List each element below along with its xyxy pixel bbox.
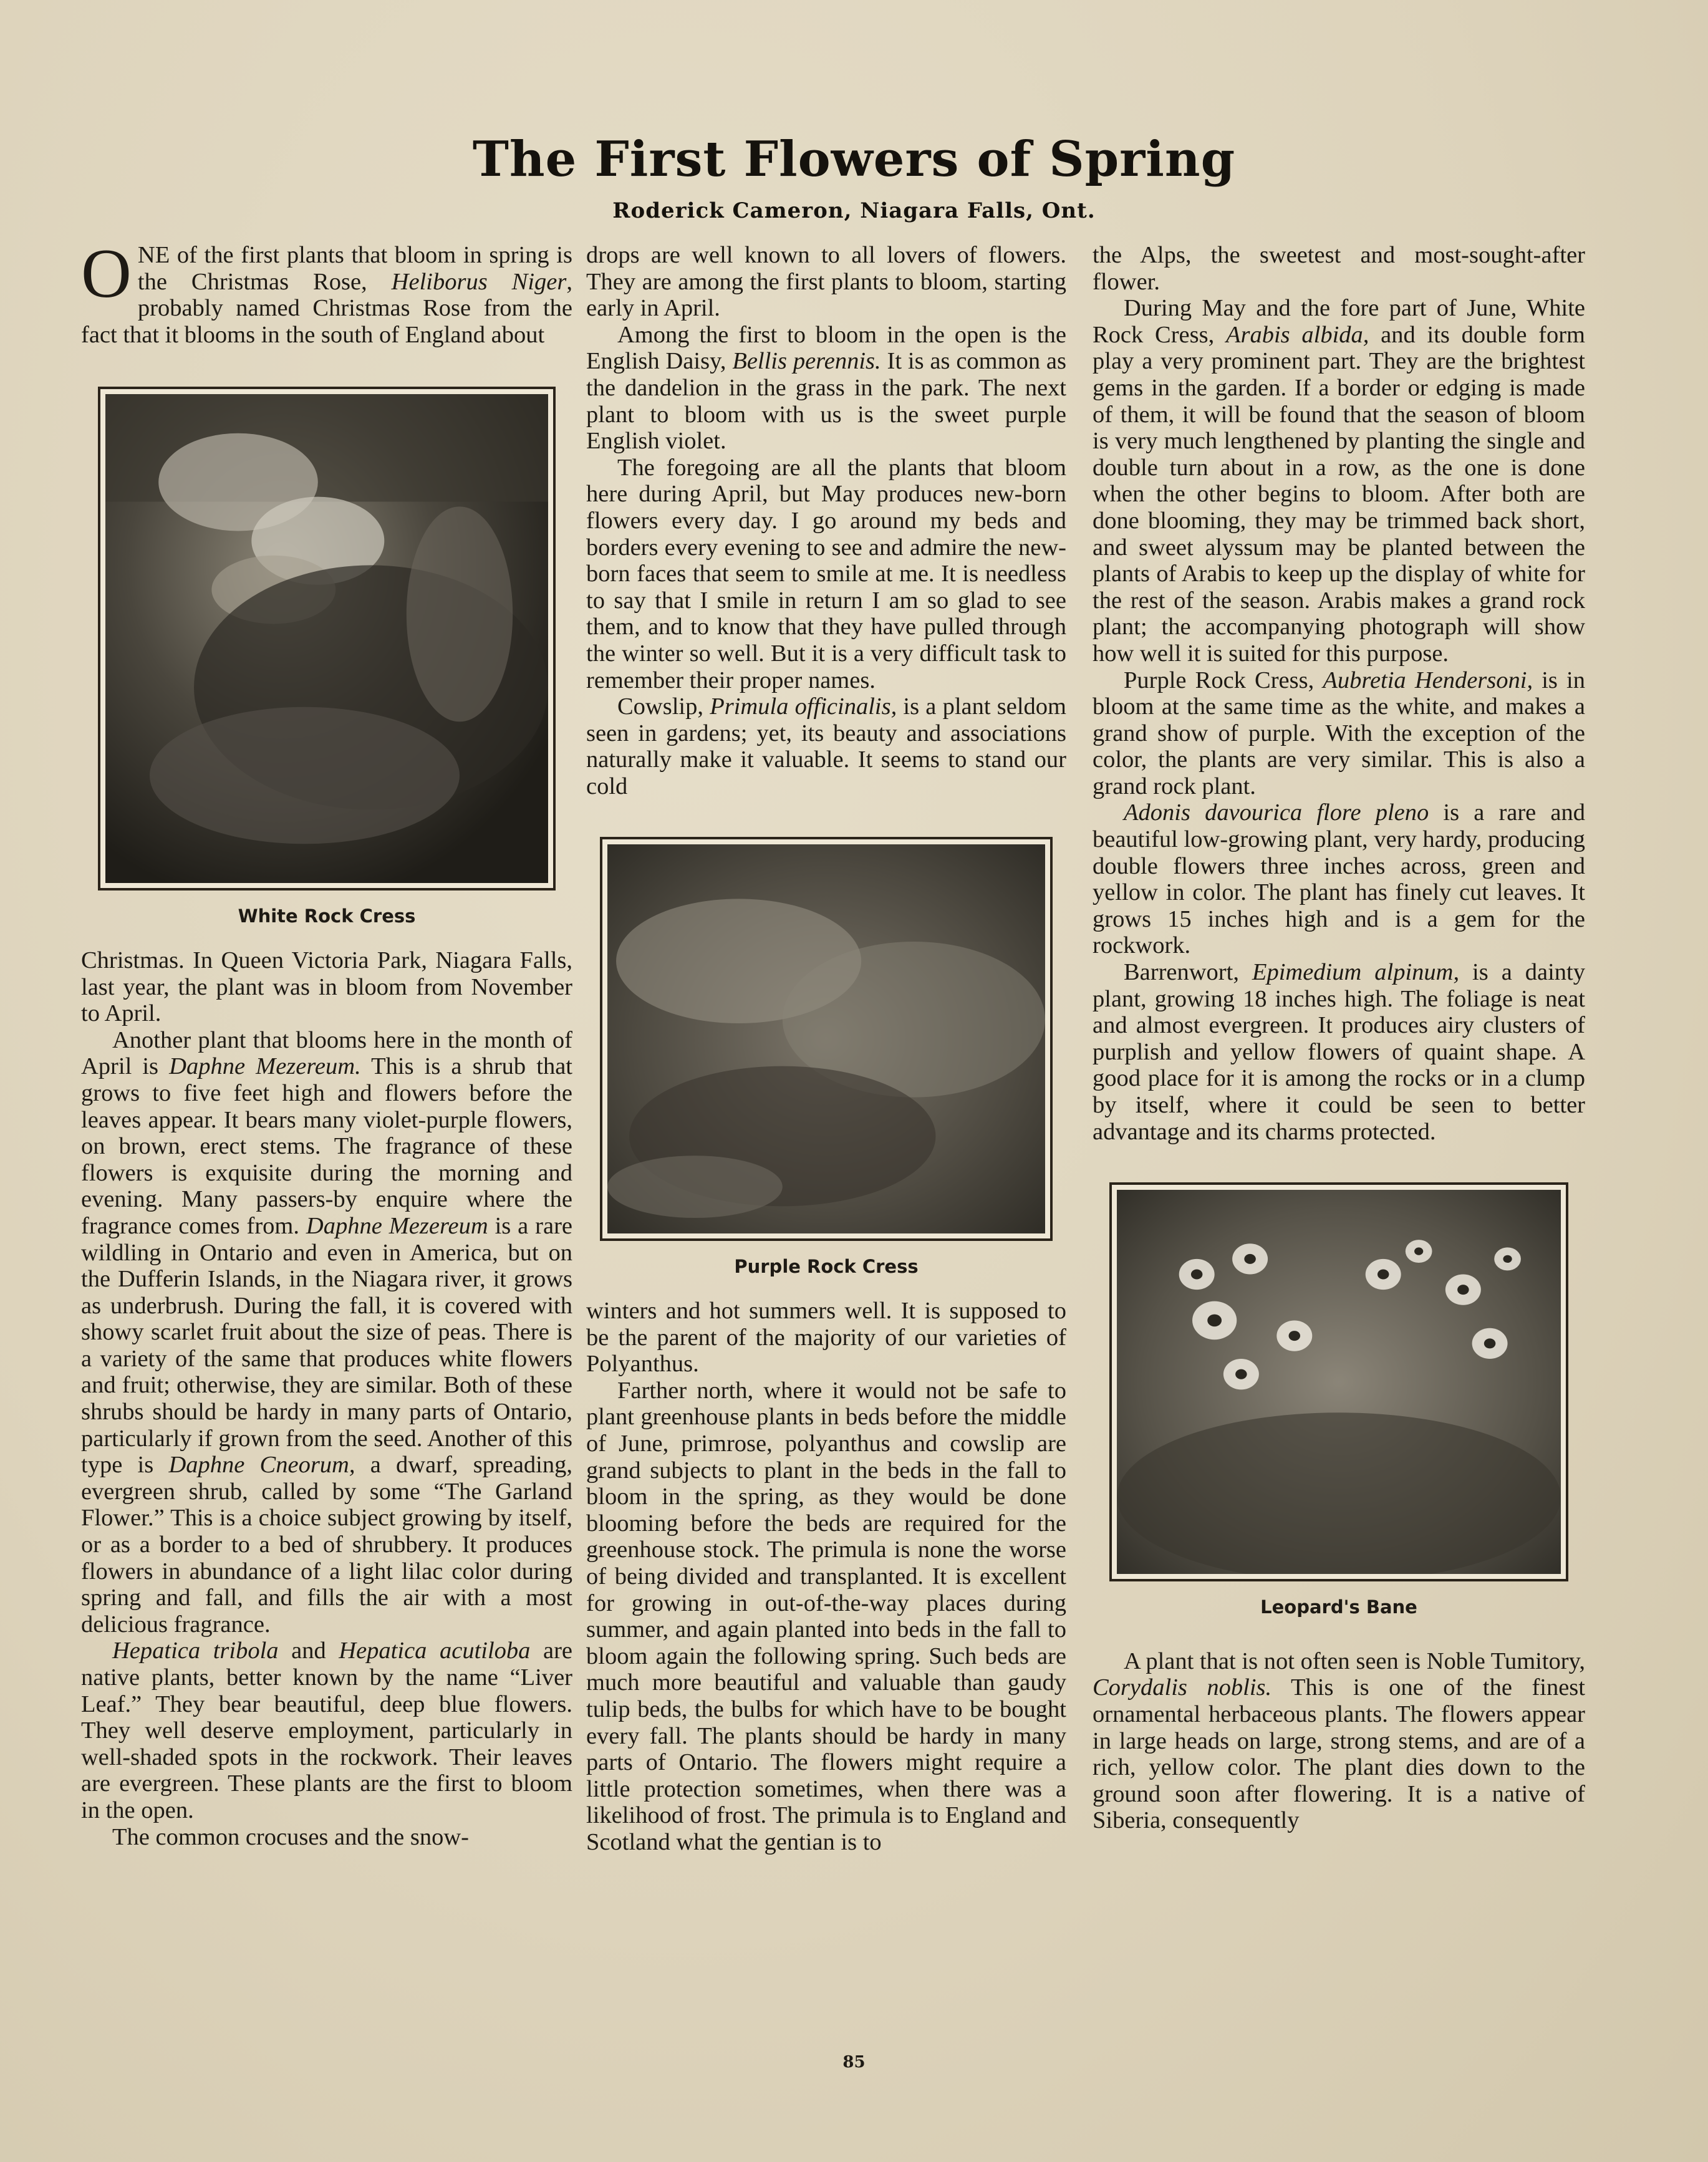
- paragraph: Adonis davourica flore pleno is a rare and beautiful low-growing plant, very hardy, producing double flowers three inches across, green and yellow in color. The plant has finely cut leaves. It grows 15 inches high and is a gem for the rockwork.: [1093, 799, 1585, 959]
- paragraph: Barrenwort, Epimedium alpinum, is a dainty plant, growing 18 inches high. The foliage is neat and almost evergreen. It produces airy clusters of purplish and yellow flowers of quaint shape. A good place for it is among the rocks or in a clump by itself, where it could be seen to better advantage and its charms protected.: [1093, 959, 1585, 1145]
- rock-garden-photo-icon: [105, 394, 548, 883]
- paragraph: Christmas. In Queen Victoria Park, Niagara Falls, last year, the plant was in bloom from November to April.: [81, 947, 572, 1027]
- italic-text: Primula officinalis,: [710, 693, 897, 720]
- italic-text: Heliborus Niger: [391, 268, 567, 295]
- italic-text: Bellis perennis.: [732, 348, 881, 375]
- page-number: 85: [842, 2053, 866, 2072]
- white-rock-cress-photo: [98, 387, 556, 890]
- paragraph: drops are well known to all lovers of flowers. They are among the first plants to bloom, starting early in April.: [586, 242, 1066, 322]
- article-title: The First Flowers of Spring: [472, 131, 1236, 188]
- figure-caption: Leopard's Bane: [1260, 1596, 1417, 1618]
- paragraph: Purple Rock Cress, Aubretia Hendersoni, is in bloom at the same time as the white, and makes a grand show of purple. With the exception of the color, the plants are very similar. This is also a grand rock plant.: [1093, 667, 1585, 799]
- drop-cap: O: [81, 235, 132, 312]
- paragraph: Hepatica tribola and Hepatica acutiloba are native plants, better known by the name “Liver Leaf.” They bear beautiful, deep blue flowers. They well deserve employment, particularly in well-shaded spots in the rockwork. Their leaves are evergreen. These plants are the first to bloom in the open.: [81, 1638, 572, 1823]
- paragraph: Farther north, where it would not be safe to plant greenhouse plants in beds before the middle of June, primrose, polyanthus and cowslip are grand subjects to plant in the beds in the fall to bloom in the spring, as they would be done blooming before the beds are required for the greenhouse stock. The primula is none the worse of being divided and transplanted. It is excellent for growing in out-of-the-way places during summer, and again planted into beds in the fall to bloom again the following spring. Such beds are much more beautiful and valuable than gaudy tulip beds, the bulbs for which have to be bought every fall. The plants should be hardy in many parts of Ontario. The flowers might require a little protection sometimes, when there was a likelihood of frost. The primula is to England and Scotland what the gentian is to: [586, 1377, 1066, 1855]
- figure-caption: Purple Rock Cress: [734, 1256, 919, 1278]
- figure-caption: White Rock Cress: [238, 905, 416, 927]
- figure-white-rock-cress: [81, 348, 572, 947]
- italic-text: Epimedium alpinum,: [1252, 959, 1460, 986]
- paragraph: During May and the fore part of June, White Rock Cress, Arabis albida, and its double form play a very prominent part. They are the brightest gems in the garden. If a border or edging is made of them, it will be found that the season of bloom is very much lengthened by planting the single and double turn about in a row, as the one is done when the other begins to bloom. After both are done blooming, they may be trimmed back short, and sweet alyssum may be planted between the plants of Arabis to keep up the display of white for the rest of the season. Arabis makes a grand rock plant; the accompanying photograph will show how well it is suited for this purpose.: [1093, 295, 1585, 667]
- paragraph: Among the first to bloom in the open is the English Daisy, Bellis perennis. It is as common as the dandelion in the grass in the park. The next plant to bloom with us is the sweet purple English violet.: [586, 321, 1066, 455]
- leopards-bane-photo: [1109, 1182, 1568, 1581]
- daisy-flowers-photo-icon: [1117, 1190, 1561, 1574]
- paragraph: The foregoing are all the plants that bloom here during April, but May produces new-born flowers every day. I go around my beds and borders every evening to see and admire the new-born faces that seem to smile at me. It is needless to say that I smile in return I am so glad to see them, and to know that they have pulled through the winter so well. But it is a very difficult task to remember their proper names.: [586, 454, 1066, 693]
- figure-purple-rock-cress: [586, 799, 1066, 1298]
- paragraph: The common crocuses and the snow-: [112, 1823, 469, 1850]
- italic-text: Adonis davourica flore pleno: [1124, 799, 1429, 826]
- purple-rock-cress-photo: [600, 837, 1053, 1241]
- figure-leopards-bane: [1093, 1145, 1585, 1639]
- ground-cover-photo-icon: [607, 844, 1045, 1233]
- paragraph: the Alps, the sweetest and most-sought-after flower.: [1093, 242, 1585, 295]
- italic-text: Corydalis noblis.: [1093, 1674, 1272, 1701]
- paragraph: Another plant that blooms here in the month of April is Daphne Mezereum. This is a shrub that grows to five feet high and flowers before the leaves appear. It bears many violet-purple flowers, on brown, erect stems. The fragrance of these flowers is exquisite during the morning and evening. Many passers-by enquire where the fragrance comes from. Daphne Mezereum is a rare wildling in Ontario and even in America, but on the Dufferin Islands, in the Niagara river, it grows as underbrush. During the fall, it is covered with showy scarlet fruit about the size of peas. There is a variety of the same that produces white flowers and fruit; otherwise, they are similar. Both of these shrubs should be hardy in many parts of Ontario, particularly if grown from the seed. Another of this type is Daphne Cneorum, a dwarf, spreading, evergreen shrub, called by some “The Garland Flower.” This is a choice subject growing by itself, or as a border to a bed of shrubbery. It produces flowers in abundance of a light lilac color during spring and fall, and fills the air with a most delicious fragrance.: [81, 1026, 573, 1638]
- italic-text: Daphne Mezereum: [306, 1212, 488, 1239]
- italic-text: Daphne Mezereum.: [169, 1053, 361, 1080]
- italic-text: Arabis albida,: [1225, 321, 1369, 348]
- italic-text: Hepatica tribola: [112, 1638, 279, 1664]
- paragraph: A plant that is not often seen is Noble Tumitory, Corydalis noblis. This is one of the finest ornamental herbaceous plants. The flowers appear in large heads on large, strong stems, and are of a rich, yellow color. The plant dies down to the ground soon after flowering. It is a native of Siberia, consequently: [1093, 1648, 1585, 1834]
- article-byline: Roderick Cameron, Niagara Falls, Ont.: [612, 198, 1096, 223]
- column-3: [1093, 242, 1585, 1834]
- column-2: [586, 242, 1066, 1856]
- italic-text: Daphne Cneorum,: [168, 1452, 355, 1479]
- paragraph: winters and hot summers well. It is supposed to be the parent of the majority of our varieties of Polyanthus.: [586, 1298, 1066, 1378]
- italic-text: Hepatica acutiloba: [339, 1638, 531, 1664]
- paragraph: Cowslip, Primula officinalis, is a plant seldom seen in gardens; yet, its beauty and associations naturally make it valuable. It seems to stand our cold: [586, 693, 1066, 799]
- italic-text: Aubretia Hendersoni,: [1323, 667, 1533, 693]
- paragraph: NE of the first plants that bloom in spring is the Christmas Rose, Heliborus Niger, probably named Christmas Rose from the fact that it blooms in the south of England about: [81, 242, 572, 348]
- column-1: [81, 235, 573, 1850]
